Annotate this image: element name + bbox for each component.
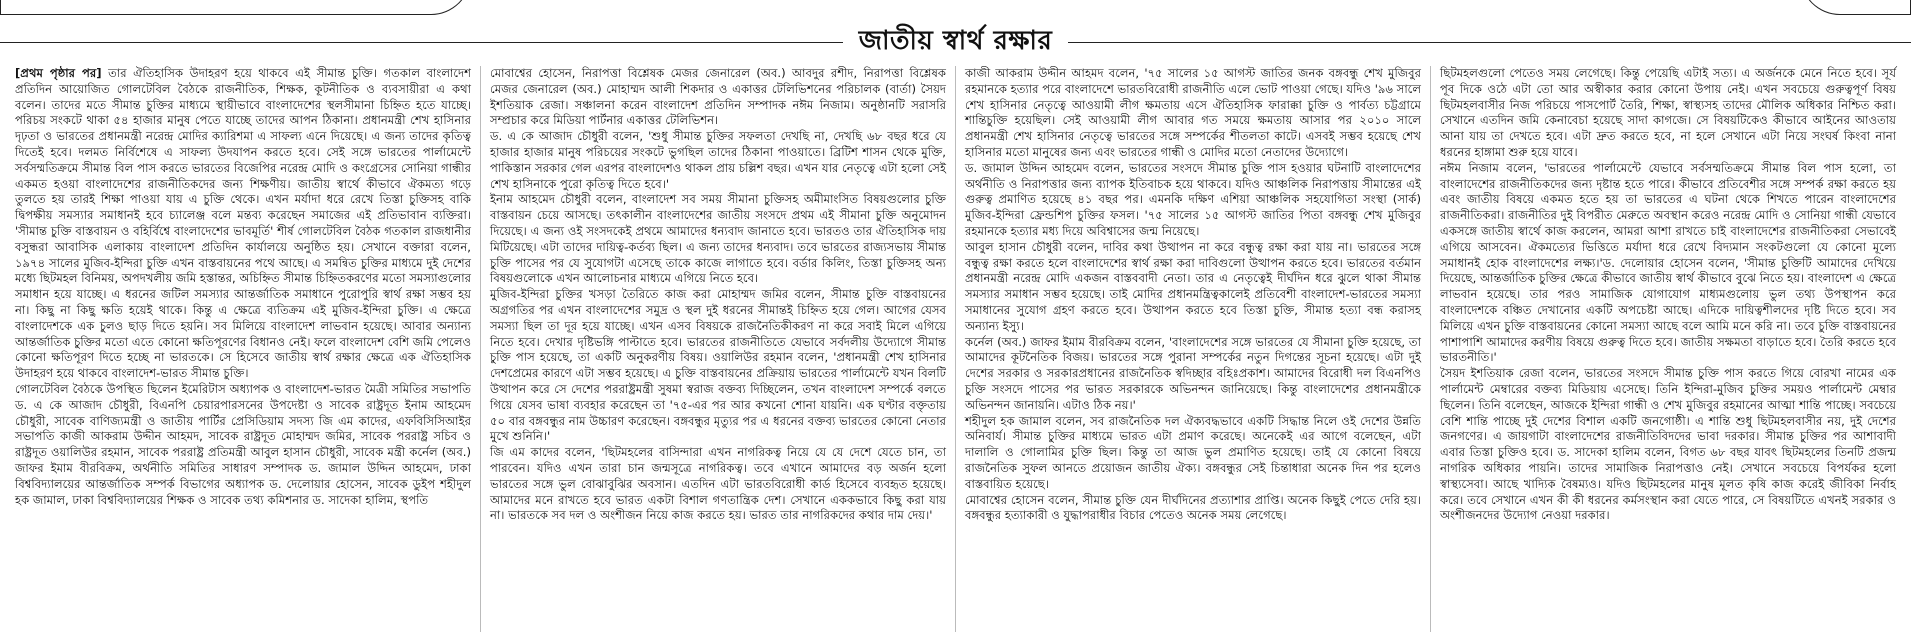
paragraph: তার ঐতিহাসিক উদাহরণ হয়ে থাকবে এই সীমান্ত চুক্তি। গতকাল বাংলাদেশ প্রতিদিন আয়োজিত গোলটেবিল বৈঠকে রাজনীতিক, শিক্ষক, কূটনীতিক ও ব্যবসায়ীরা এ কথা বলেন। তাদের মতে সীমান্ত চুক্তির মাধ্যমে স্থায়ীভাবে বাংলাদেশের স্থলসীমানা চিহ্নিত হতে যাচ্ছে। পরিচয় সংকটে থাকা ৫৪ হাজার মানুষ পেতে যাচ্ছে তাদের আপন ঠিকানা। প্রধানমন্ত্রী শেখ হাসিনার দৃঢ়তা ও ভারতের প্রধানমন্ত্রী নরেন্দ্র মোদির ক্যারিশমা এ সাফল্য এনে দিয়েছে। এ জন্য তাদের কৃতিত্ব দিতেই হবে। দলমত নির্বিশেষে এ সাফল্য উদযাপন করতে হবে। সেই সঙ্গে ভারতের পার্লামেন্টে সর্বসম্মতিক্রমে সীমান্ত বিল পাস করতে ভারতের বিজেপির নরেন্দ্র মোদি ও কংগ্রেসের সোনিয়া গান্ধীর একমত হওয়া বাংলাদেশের রাজনীতিকদের জন্য শিক্ষণীয়। জাতীয় স্বার্থে কীভাবে ঐকমত্য গড়ে তুলতে হয় তারই শিক্ষা পাওয়া যায় এ চুক্তি থেকে। এখন মর্যাদা ধরে রেখে তিস্তা চুক্তিসহ বাকি দ্বিপক্ষীয় সমস্যার সমাধানই হবে চ্যালেঞ্জ বলে মন্তব্য করেছেন সমাজের এই প্রতিভাবান ব্যক্তিরা। 'সীমান্ত চুক্তি বাস্তবায়ন ও বহির্বিশ্বে বাংলাদেশের ভাবমূর্তি' শীর্ষ গোলটেবিল বৈঠক গতকাল রাজধানীর বসুন্ধরা আবাসিক এলাকায় বাংলাদেশ প্রতিদিন কার্যালয়ে অনুষ্ঠিত হয়। সেখানে বক্তারা বলেন, ১৯৭৪ সালের মুজিব-ইন্দিরা চুক্তি এখন বাস্তবায়নের পথে আছে। এ সমন্বিত চুক্তির মাধ্যমে দুই দেশের মধ্যে ছিটমহল বিনিময়, অপদখলীয় জমি হস্তান্তর, অচিহ্নিত সীমান্ত চিহ্নিতকরণের মতো সমস্যাগুলোর সমাধান হয়ে যাচ্ছে। এ ধরনের জটিল সমস্যার আন্তর্জাতিক সমাধানে পুরোপুরি স্বার্থ রক্ষা সম্ভব হয় না। কিছু না কিছু ক্ষতি হয়েই থাকে। কিন্তু এ ক্ষেত্রে ব্যতিক্রম এই মুজিব-ইন্দিরা চুক্তি। এ ক্ষেত্রে বাংলাদেশকে এক চুলও ছাড় দিতে হয়নি। সব মিলিয়ে বাংলাদেশ লাভবান হয়েছে। আবার অন্যান্য আন্তর্জাতিক চুক্তির মতো এতে কোনো ক্ষতিপূরণের বিধানও নেই। ফলে বাংলাদেশ বেশি জমি পেলেও কোনো ক্ষতিপূরণ দিতে হচ্ছে না ভারতকে। সে হিসেবে জাতীয় স্বার্থ রক্ষার ক্ষেত্রে এক ঐতিহাসিক উদাহরণ হয়ে থাকবে বাংলাদেশ-ভারত সীমান্ত চুক্তি।: [15, 66, 472, 381]
paragraph: ড. এ কে আজাদ চৌধুরী বলেন, 'শুধু সীমান্ত চুক্তির সফলতা দেখছি না, দেখছি ৬৮ বছর ধরে যে হাজার হাজার মানুষ পরিচয়ের সংকটে ভুগছিল তাদের ঠিকানা পাওয়াতে। ব্রিটিশ শাসন থেকে মুক্তি, পাকিস্তান সরকার গেল এরপর বাংলাদেশও থাকল প্রায় চল্লিশ বছর। এখন যার নেতৃত্বে এটা হলো সেই শেখ হাসিনাকে পুরো কৃতিত্ব দিতে হবে।': [490, 129, 946, 191]
paragraph: মোবাশ্বের হোসেন, নিরাপত্তা বিশ্লেষক মেজর জেনারেল (অব.) আবদুর রশীদ, নিরাপত্তা বিশ্লেষক মেজর জেনারেল (অব.) মোহাম্মদ আলী শিকদার ও একাত্তর টেলিভিশনের পরিচালক (বার্তা) সৈয়দ ইশতিয়াক রেজা। সঞ্চালনা করেন বাংলাদেশ প্রতিদিন সম্পাদক নঈম নিজাম। অনুষ্ঠানটি সরাসরি সম্প্রচার করে মিডিয়া পার্টনার একাত্তর টেলিভিশন।: [490, 66, 946, 128]
article-column-3: [956, 66, 1431, 632]
article-column-2: [481, 66, 956, 632]
headline: জাতীয় স্বার্থ রক্ষার: [843, 20, 1069, 64]
header-frame-right: [1800, 0, 1911, 15]
paragraph: শহীদুল হক জামাল বলেন, সব রাজনৈতিক দল ঐক্যবদ্ধভাবে একটি সিদ্ধান্ত নিলে ওই দেশের উন্নতি অনিবার্য। সীমান্ত চুক্তির মাধ্যমে ভারত এটা প্রমাণ করেছে। অনেকেই এর আগে বলেছেন, এটা দালালি ও গোলামির চুক্তি ছিল। কিন্তু তা আজ ভুল প্রমাণিত হয়েছে। তাই যে কোনো বিষয়ে রাজনৈতিক সুফল আনতে প্রয়োজন জাতীয় ঐক্য। বঙ্গবন্ধুর সেই চিন্তাধারা অনেক দিন পর হলেও বাস্তবায়িত হয়েছে।: [965, 413, 1421, 491]
article-columns: [6, 66, 1905, 632]
paragraph: ইনাম আহমেদ চৌধুরী বলেন, বাংলাদেশ সব সময় সীমানা চুক্তিসহ অমীমাংসিত বিষয়গুলোর চুক্তি বাস্তবায়ন চেয়ে আসছে। তৎকালীন বাংলাদেশের জাতীয় সংসদে প্রথম এই সীমানা চুক্তি অনুমোদন দিয়েছে। এ জন্য ওই সংসদকেই প্রথমে আমাদের ধন্যবাদ জানাতে হবে। ভারতও তার ঐতিহাসিক দায় মিটিয়েছে। এটা তাদের দায়িত্ব-কর্তব্য ছিল। এ জন্য তাদের ধন্যবাদ। তবে ভারতের রাজ্যসভায় সীমান্ত চুক্তি পাসের পর যে সুযোগটা এসেছে তাকে কাজে লাগাতে হবে। বর্ডার কিলিং, তিস্তা চুক্তিসহ অন্য বিষয়গুলোকে এখন আলোচনার মাধ্যমে এগিয়ে নিতে হবে।: [490, 192, 946, 286]
paragraph: জি এম কাদের বলেন, 'ছিটমহলের বাসিন্দারা এখন নাগরিকত্ব নিয়ে যে যে দেশে যেতে চান, তা পারবেন। যদিও এখন তারা চান জন্মসূত্রে নাগরিকত্ব। তবে এখানে আমাদের বড় অর্জন হলো ভারতের সঙ্গে ভুল বোঝাবুঝির অবসান। এতদিন এটা ভারতবিরোধী কার্ড হিসেবে ব্যবহৃত হয়েছে। আমাদের মনে রাখতে হবে ভারত একটা বিশাল গণতান্ত্রিক দেশ। সেখানে এককভাবে কিছু করা যায় না। ভারতকে সব দল ও অংশীজন নিয়ে কাজ করতে হয়। ভারত তার নাগরিকদের কথার দাম দেয়।': [490, 445, 946, 523]
paragraph: কর্নেল (অব.) জাফর ইমাম বীরবিক্রম বলেন, 'বাংলাদেশের সঙ্গে ভারতের যে সীমানা চুক্তি হয়েছে, তা আমাদের কূটনৈতিক বিজয়। ভারতের সঙ্গে পুরানা সম্পর্কের নতুন দিগন্তের সূচনা হয়েছে। এটা দুই দেশের সরকার ও সরকারপ্রধানের রাজনৈতিক স্বদিচ্ছার বহিঃপ্রকাশ। আমাদের বিরোধী দল বিএনপিও চুক্তি সংসদে পাসের পর ভারত সরকারকে অভিনন্দন জানিয়েছে। কিন্তু বাংলাদেশের প্রধানমন্ত্রীকে অভিনন্দন জানায়নি। এটাও ঠিক নয়।': [965, 334, 1421, 412]
paragraph: গোলটেবিল বৈঠকে উপস্থিত ছিলেন ইমেরিটাস অধ্যাপক ও বাংলাদেশ-ভারত মৈত্রী সমিতির সভাপতি ড. এ কে আজাদ চৌধুরী, বিএনপি চেয়ারপারসনের উপদেষ্টা ও সাবেক রাষ্ট্রদূত ইনাম আহমেদ চৌধুরী, সাবেক বাণিজ্যমন্ত্রী ও জাতীয় পার্টির প্রেসিডিয়াম সদস্য জি এম কাদের, এফবিসিসিআইর সভাপতি কাজী আকরাম উদ্দীন আহমদ, সাবেক রাষ্ট্রদূত মোহাম্মদ জমির, সাবেক পররাষ্ট্র সচিব ও রাষ্ট্রদূত ওয়ালিউর রহমান, সাবেক পররাষ্ট্র প্রতিমন্ত্রী আবুল হাসান চৌধুরী, সাবেক মন্ত্রী কর্নেল (অব.) জাফর ইমাম বীরবিক্রম, অর্থনীতি সমিতির সাধারণ সম্পাদক ড. জামাল উদ্দিন আহমেদ, ঢাকা বিশ্ববিদ্যালয়ের আন্তর্জাতিক সম্পর্ক বিভাগের অধ্যাপক ড. দেলোয়ার হোসেন, সাবেক ডুইপ শহীদুল হক জামাল, ঢাকা বিশ্ববিদ্যালয়ের শিক্ষক ও সাবেক তথ্য কমিশনার ড. সাদেকা হালিম, স্থপতি: [15, 381, 471, 507]
continuation-marker: [প্রথম পৃষ্ঠার পর]: [15, 66, 102, 80]
paragraph: মোবাশ্বের হোসেন বলেন, সীমান্ত চুক্তি যেন দীর্ঘদিনের প্রত্যাশার প্রাপ্তি। অনেক কিছুই পেতে দেরি হয়। বঙ্গবন্ধুর হত্যাকারী ও যুদ্ধাপরাধীর বিচার পেতেও অনেক সময় লেগেছে।: [965, 492, 1421, 523]
paragraph: আবুল হাসান চৌধুরী বলেন, দাবির কথা উত্থাপন না করে বন্ধুত্ব রক্ষা করা যায় না। ভারতের সঙ্গে বন্ধুত্ব রক্ষা করতে হলে বাংলাদেশের স্বার্থ রক্ষা করা দাবিগুলো উত্থাপন করতে হবে। ভারতের বর্তমান প্রধানমন্ত্রী নরেন্দ্র মোদি একজন বাস্তববাদী নেতা। তার এ নেতৃত্বেই দীর্ঘদিন ধরে ঝুলে থাকা সীমান্ত সমস্যার সমাধান সম্ভব হয়েছে। তাই মোদির প্রধানমন্ত্রিত্বকালেই প্রতিবেশী বাংলাদেশ-ভারতের সমস্যা সমাধানের সুযোগ গ্রহণ করতে হবে। উত্থাপন করতে হবে তিস্তা চুক্তি, সীমান্ত হত্যা বন্ধ করাসহ অন্যান্য ইস্যু।: [965, 239, 1421, 333]
paragraph: মুজিব-ইন্দিরা চুক্তির খসড়া তৈরিতে কাজ করা মোহাম্মদ জমির বলেন, সীমান্ত চুক্তি বাস্তবায়নের অগ্রগতির পর এখন বাংলাদেশের সমুদ্র ও স্থল দুই ধরনের সীমান্তই চিহ্নিত হয়ে গেল। আগের যেসব সমস্যা ছিল তা দূর হয়ে যাচ্ছে। এখন এসব বিষয়কে রাজনৈতিকীকরণ না করে সবাই মিলে এগিয়ে নিতে হবে। দেখার দৃষ্টিভঙ্গি পাল্টাতে হবে। ভারতের রাজনীতিতে যেভাবে সর্বদলীয় উদ্যোগে সীমান্ত চুক্তি পাস হয়েছে, তা একটি অনুকরণীয় বিষয়। ওয়ালিউর রহমান বলেন, 'প্রধানমন্ত্রী শেখ হাসিনার দেশপ্রেমের কারণে এটা সম্ভব হয়েছে। এ চুক্তি বাস্তবায়নের প্রক্রিয়ায় ভারতের পার্লামেন্টে যখন বিলটি উত্থাপন করে সে দেশের পররাষ্ট্রমন্ত্রী সুষমা স্বরাজ বক্তব্য দিচ্ছিলেন, তখন বাংলাদেশ সম্পর্কে বলতে গিয়ে যেসব ভাষা ব্যবহার করেছেন তা '৭৫-এর পর আর কখনো শোনা যায়নি। এক ঘণ্টার বক্তৃতায় ৫০ বার বঙ্গবন্ধুর নাম উচ্চারণ করেছেন। বঙ্গবন্ধুর মৃত্যুর পর এ ধরনের বক্তব্য ভারতের কোনো নেতার মুখে শুনিনি।': [490, 287, 946, 444]
paragraph: ছিটমহলগুলো পেতেও সময় লেগেছে। কিন্তু পেয়েছি এটাই সত্য। এ অর্জনকে মেনে নিতে হবে। সূর্য পূব দিকে ওঠে এটা তো আর অস্বীকার করার কোনো উপায় নেই। এখন সবচেয়ে গুরুত্বপূর্ণ বিষয় ছিটমহলবাসীর নিজ পরিচয়ে পাসপোর্ট তৈরি, শিক্ষা, স্বাস্থ্যসহ তাদের মৌলিক অধিকার নিশ্চিত করা। সেখানে এতদিন জমি কেনাবেচা হয়েছে সাদা কাগজে। সে বিষয়টিকেও কীভাবে আইনের আওতায় আনা যায় তা দেখতে হবে। এটা দ্রুত করতে হবে, না হলে সেখানে এটা নিয়ে সংঘর্ষ কিংবা নানা ধরনের হাঙ্গামা শুরু হয়ে যাবে।: [1440, 66, 1896, 159]
paragraph: সৈয়দ ইশতিয়াক রেজা বলেন, ভারতের সংসদে সীমান্ত চুক্তি পাস করতে গিয়ে বোরখা নামের এক পার্লামেন্ট মেম্বারের বক্তব্য মিডিয়ায় এসেছে। তিনি ইন্দিরা-মুজিব চুক্তির সময়ও পার্লামেন্ট মেম্বার ছিলেন। তিনি বলেছেন, আজকে ইন্দিরা গান্ধী ও শেখ মুজিবুর রহমানের আত্মা শান্তি পাচ্ছে। সবচেয়ে বেশি শান্তি পাচ্ছে দুই দেশের বিশাল একটি জনগোষ্ঠী। এ শান্তি শুধু ছিটমহলবাসীর নয়, দুই দেশের জনগণের। এ জায়গাটা বাংলাদেশের রাজনীতিবিদদের ভাবা দরকার। সীমান্ত চুক্তির পর আশাবাদী এবার তিস্তা চুক্তিও হবে। ড. সাদেকা হালিম বলেন, বিগত ৬৮ বছর যাবৎ ছিটমহলের তিনটি প্রজন্ম নাগরিক অধিকার পায়নি। তাদের সামাজিক নিরাপত্তাও নেই। সেখানে সবচেয়ে বিপর্যকর হলো স্বাস্থ্যসেবা। আছে খাদ্যিক বৈষম্যও। যদিও ছিটমহলের মানুষ মূলত কৃষি কাজ করেই জীবিকা নির্বাহ করে। তবে সেখানে এখন কী কী ধরনের কর্মসংস্থান করা যেতে পারে, সে বিষয়টিতে এখনই সরকার ও অংশীজনদের উদ্যোগ নেওয়া দরকার।: [1440, 366, 1896, 523]
header-frame-left: [0, 0, 471, 15]
article-column-4: [1431, 66, 1905, 632]
paragraph: কাজী আকরাম উদ্দীন আহমদ বলেন, '৭৫ সালের ১৫ আগস্ট জাতির জনক বঙ্গবন্ধু শেখ মুজিবুর রহমানকে হত্যার পরে বাংলাদেশে ভারতবিরোধী রাজনীতি এলে ভোট পাওয়া গেছে। যদিও '৯৬ সালে শেখ হাসিনার নেতৃত্বে আওয়ামী লীগ ক্ষমতায় এসে ঐতিহাসিক ফারাক্কা চুক্তি ও পার্বত্য চট্টগ্রামে শান্তিচুক্তি হয়েছিল। সেই আওয়ামী লীগ আবার গত সময়ে ক্ষমতায় আসার পর ২০১০ সালে প্রধানমন্ত্রী শেখ হাসিনার নেতৃত্বে ভারতের সঙ্গে সম্পর্কের শীতলতা কাটে। এসবই সম্ভব হয়েছে শেখ হাসিনার মতো মানুষের জন্য এবং ভারতের গান্ধী ও মোদির মতো নেতাদের উদ্যোগে।: [965, 66, 1421, 159]
headline-bar: [0, 22, 1911, 62]
paragraph: নঈম নিজাম বলেন, 'ভারতের পার্লামেন্টে যেভাবে সর্বসম্মতিক্রমে সীমান্ত বিল পাস হলো, তা বাংলাদেশের রাজনীতিকদের জন্য দৃষ্টান্ত হতে পারে। কীভাবে প্রতিবেশীর সঙ্গে সম্পর্ক রক্ষা করতে হয় এবং জাতীয় বিষয়ে একমত হতে হয় তা ভারতের এ ঘটনা থেকে শিখতে পারেন বাংলাদেশের রাজনীতিকরা। রাজনীতির দুই বিপরীত মেরুতে অবস্থান করেও নরেন্দ্র মোদি ও সোনিয়া গান্ধী যেভাবে একসঙ্গে জাতীয় স্বার্থে কাজ করলেন, আমরা আশা রাখতে চাই বাংলাদেশের রাজনীতিকরা সেভাবেই এগিয়ে আসবেন। ঐকমত্যের ভিত্তিতে মর্যাদা ধরে রেখে বিদ্যমান সংকটগুলো যে কোনো মূল্যে সমাধানই হোক বাংলাদেশের লক্ষ্য।'ড. দেলোয়ার হোসেন বলেন, 'সীমান্ত চুক্তিটি আমাদের দেখিয়ে দিয়েছে, আন্তর্জাতিক চুক্তির ক্ষেত্রে কীভাবে জাতীয় স্বার্থ কীভাবে বুঝে নিতে হয়। বাংলাদেশ এ ক্ষেত্রে লাভবান হয়েছে। তার পরও সামাজিক যোগাযোগ মাধ্যমগুলোয় ভুল তথ্য উপস্থাপন করে বাংলাদেশকে বঞ্চিত দেখানোর একটি অপচেষ্টা আছে। এদিকে দায়িত্বশীলদের দৃষ্টি দিতে হবে। সব মিলিয়ে এখন চুক্তি বাস্তবায়নের কোনো সমস্যা আছে বলে আমি মনে করি না। তবে চুক্তি বাস্তবায়নের পাশাপাশি আমাদের করণীয় বিষয়ে গুরুত্ব দিতে হবে। জাতীয় সক্ষমতা বাড়াতে হবে। তৈরি করতে হবে ভারতনীতি।': [1440, 160, 1896, 365]
paragraph: ড. জামাল উদ্দিন আহমেদ বলেন, ভারতের সংসদে সীমান্ত চুক্তি পাস হওয়ার ঘটনাটি বাংলাদেশের অর্থনীতি ও নিরাপত্তার জন্য ব্যাপক ইতিবাচক হয়ে থাকবে। যদিও আঞ্চলিক নিরাপত্তায় সীমান্তের এই গুরুত্ব প্রমাণিত হয়েছে ৪১ বছর পর। এমনকি দক্ষিণ এশিয়া আঞ্চলিক সহযোগিতা সংস্থা (সার্ক) মুজিব-ইন্দিরা ফ্রেন্ডশিপ চুক্তির ফসল। '৭৫ সালের ১৫ আগস্ট জাতির পিতা বঙ্গবন্ধু শেখ মুজিবুর রহমানকে হত্যার মধ্য দিয়ে অবিশ্বাসের জন্ম নিয়েছে।: [965, 160, 1421, 238]
article-column-1: [6, 66, 481, 632]
